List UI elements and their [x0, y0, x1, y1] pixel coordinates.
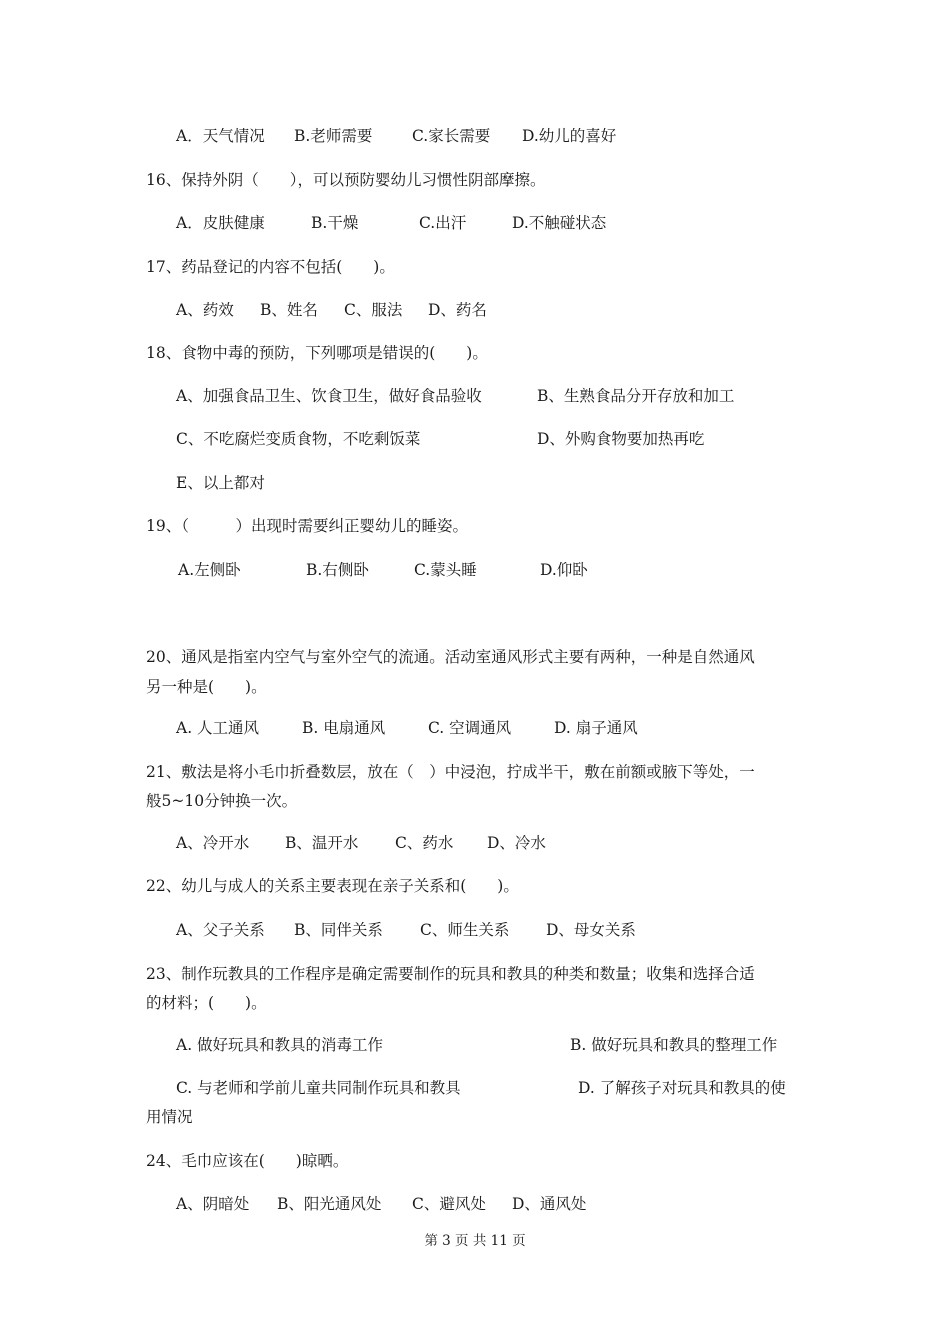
q21-option-b: B、温开水: [285, 834, 359, 852]
q21-option-d: D、冷水: [487, 834, 546, 852]
q23-option-a: A. 做好玩具和教具的消毒工作: [176, 1036, 384, 1054]
q18-option-e: E、以上都对: [176, 474, 265, 492]
q16-option-c: C.出汗: [419, 214, 467, 232]
q15-option-a: A．天气情况: [176, 127, 265, 145]
q23-option-d: D. 了解孩子对玩具和教具的使: [578, 1079, 786, 1097]
q22-option-d: D、母女关系: [546, 921, 636, 939]
q20-stem-line2: 另一种是( )。: [146, 678, 267, 696]
q22-option-c: C、师生关系: [420, 921, 510, 939]
page-footer: 第 3 页 共 11 页: [424, 1233, 526, 1249]
q19-stem: 19、（ ）出现时需要纠正婴幼儿的睡姿。: [146, 517, 468, 535]
q24-option-b: B、阳光通风处: [277, 1195, 382, 1213]
q16-option-a: A．皮肤健康: [176, 214, 265, 232]
q18-option-a: A、加强食品卫生、饮食卫生，做好食品验收: [176, 387, 482, 405]
q21-stem-line2: 般5~10分钟换一次。: [146, 792, 298, 810]
q15-option-d: D.幼儿的喜好: [522, 127, 617, 145]
q18-option-d: D、外购食物要加热再吃: [537, 430, 705, 448]
q20-option-c: C. 空调通风: [428, 719, 512, 737]
q24-stem: 24、毛巾应该在( )晾晒。: [146, 1152, 349, 1170]
q20-option-a: A. 人工通风: [176, 719, 260, 737]
q24-option-c: C、避风处: [412, 1195, 486, 1213]
q23-option-c: C. 与老师和学前儿童共同制作玩具和教具: [176, 1079, 461, 1097]
q15-option-c: C.家长需要: [412, 127, 491, 145]
q23-option-d-continued: 用情况: [146, 1108, 193, 1126]
q15-option-b: B.老师需要: [294, 127, 373, 145]
q22-stem: 22、幼儿与成人的关系主要表现在亲子关系和( )。: [146, 877, 519, 895]
q17-option-d: D、药名: [428, 301, 487, 319]
q20-option-d: D. 扇子通风: [554, 719, 638, 737]
q16-option-d: D.不触碰状态: [512, 214, 607, 232]
q22-option-b: B、同伴关系: [294, 921, 383, 939]
q19-option-c: C.蒙头睡: [414, 561, 477, 579]
q21-option-a: A、冷开水: [176, 834, 250, 852]
q17-stem: 17、药品登记的内容不包括( )。: [146, 258, 395, 276]
q23-stem-line1: 23、制作玩教具的工作程序是确定需要制作的玩具和教具的种类和数量；收集和选择合适: [146, 965, 755, 983]
q22-option-a: A、父子关系: [176, 921, 265, 939]
q16-option-b: B.干燥: [311, 214, 359, 232]
q23-option-b: B. 做好玩具和教具的整理工作: [570, 1036, 778, 1054]
q21-option-c: C、药水: [395, 834, 454, 852]
q19-option-d: D.仰卧: [540, 561, 588, 579]
q17-option-a: A、药效: [176, 301, 234, 319]
q24-option-a: A、阴暗处: [176, 1195, 250, 1213]
q18-option-b: B、生熟食品分开存放和加工: [537, 387, 735, 405]
q17-option-b: B、姓名: [260, 301, 318, 319]
q21-stem-line1: 21、敷法是将小毛巾折叠数层，放在（ ）中浸泡，拧成半干，敷在前额或腋下等处，一: [146, 763, 755, 781]
q19-option-b: B.右侧卧: [306, 561, 369, 579]
q17-option-c: C、服法: [344, 301, 403, 319]
q18-option-c: C、不吃腐烂变质食物，不吃剩饭菜: [176, 430, 421, 448]
q20-option-b: B. 电扇通风: [302, 719, 386, 737]
q18-stem: 18、食物中毒的预防，下列哪项是错误的( )。: [146, 344, 488, 362]
q19-option-a: A.左侧卧: [178, 561, 241, 579]
q23-stem-line2: 的材料；( )。: [146, 994, 267, 1012]
q24-option-d: D、通风处: [512, 1195, 587, 1213]
q20-stem-line1: 20、通风是指室内空气与室外空气的流通。活动室通风形式主要有两种，一种是自然通风: [146, 648, 755, 666]
q16-stem: 16、保持外阴（ ），可以预防婴幼儿习惯性阴部摩擦。: [146, 171, 546, 189]
